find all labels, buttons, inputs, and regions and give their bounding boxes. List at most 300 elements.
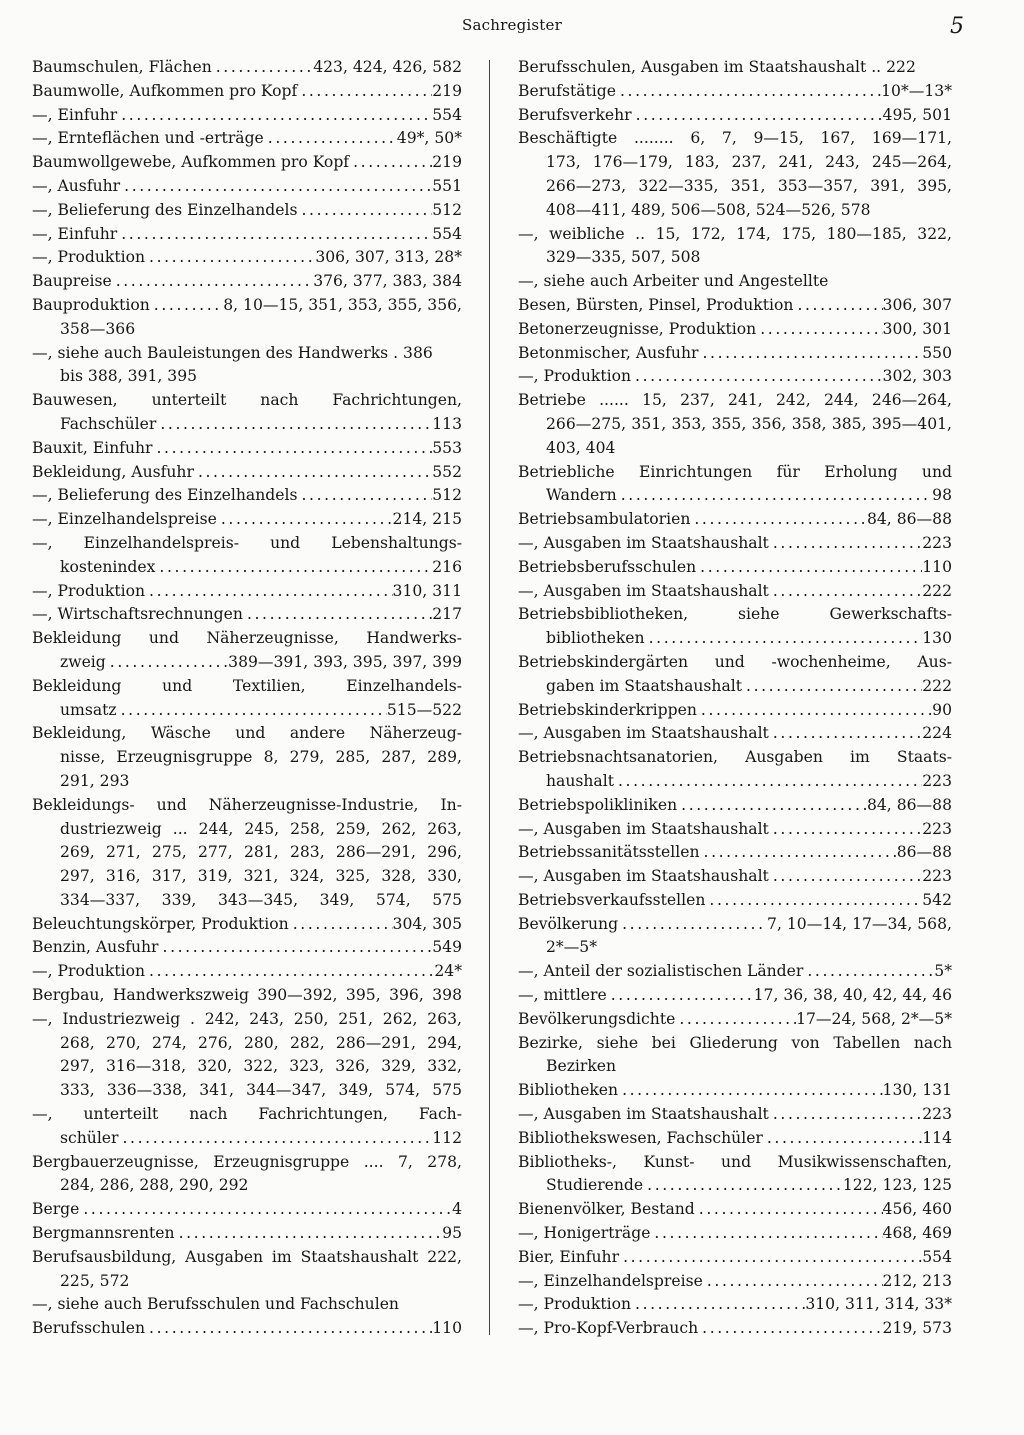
- entry-heading: —, Wirtschaftsrechnungen: [32, 605, 243, 624]
- dot-leader: [698, 342, 922, 366]
- index-entry-line: [32, 1293, 462, 1317]
- dot-leader: [155, 556, 432, 580]
- entry-heading: Baupreise: [32, 272, 112, 291]
- entry-heading: 408—411, 489, 506—508, 524—526, 578: [546, 200, 871, 219]
- entry-heading: Bienenvölker, Bestand: [518, 1200, 695, 1219]
- page-references: 219: [432, 153, 462, 172]
- dot-leader: [264, 127, 397, 151]
- entry-heading: Betriebssanitätsstellen: [518, 843, 700, 862]
- entry-heading: Bier, Einfuhr: [518, 1247, 620, 1266]
- dot-leader: [697, 699, 932, 723]
- dot-leader: [289, 913, 393, 937]
- entry-heading: Berge: [32, 1200, 80, 1219]
- page-references: 5*: [934, 962, 952, 981]
- page-references: 223: [922, 867, 952, 886]
- dot-leader: [212, 56, 313, 80]
- index-entry-line: [32, 627, 462, 651]
- index-entry-line: [32, 865, 462, 889]
- entry-heading: Bekleidung und Näherzeugnisse, Handwerks-: [32, 629, 462, 648]
- dot-leader: [645, 627, 923, 651]
- dot-leader: [696, 556, 922, 580]
- entry-heading: 297, 316, 317, 319, 321, 324, 325, 328, 330,: [60, 867, 462, 886]
- index-entry-line: [518, 627, 952, 651]
- column-divider: [489, 60, 490, 1335]
- index-entry-line: [32, 603, 462, 627]
- dot-leader: [120, 175, 432, 199]
- index-entry-line: [518, 1079, 952, 1103]
- entry-heading: —, Honigerträge: [518, 1224, 651, 1243]
- page-references: 456, 460: [882, 1200, 952, 1219]
- entry-heading: Bauproduktion: [32, 295, 150, 314]
- page-references: 95: [442, 1224, 462, 1243]
- entry-heading: Bergbauerzeugnisse, Erzeugnisgruppe .... 7, 278,: [32, 1152, 462, 1171]
- page-references: 84, 86—88: [866, 795, 952, 814]
- dot-leader: [803, 960, 934, 984]
- entry-heading: Berufsausbildung, Ausgaben im Staatshaushalt 222,: [32, 1247, 462, 1266]
- page-number: 5: [950, 14, 964, 39]
- entry-heading: Beschäftigte ........ 6, 7, 9—15, 167, 169—171,: [518, 129, 952, 148]
- index-entry-line: [32, 1317, 462, 1341]
- index-entry-line: [518, 699, 952, 723]
- dot-leader: [769, 865, 922, 889]
- entry-heading: Bekleidung und Textilien, Einzelhandels-: [32, 676, 462, 695]
- dot-leader: [112, 270, 314, 294]
- index-entry-line: [32, 437, 462, 461]
- page-references: 130, 131: [882, 1081, 952, 1100]
- index-entry-line: [518, 1127, 952, 1151]
- index-entry-line: [32, 746, 462, 770]
- dot-leader: [703, 1270, 883, 1294]
- page-references: 219: [432, 81, 462, 100]
- page-references: 554: [432, 105, 462, 124]
- entry-heading: gaben im Staatshaushalt: [546, 676, 743, 695]
- page-references: 84, 86—88: [866, 510, 952, 529]
- index-entry-line: [518, 675, 952, 699]
- entry-heading: Bauxit, Einfuhr: [32, 438, 153, 457]
- page-references: 553: [432, 438, 462, 457]
- index-entry-line: [518, 603, 952, 627]
- dot-leader: [145, 580, 393, 604]
- entry-heading: Betriebspolikliniken: [518, 795, 678, 814]
- page-references: 130: [922, 629, 952, 648]
- entry-heading: Benzin, Ausfuhr: [32, 938, 159, 957]
- index-entry-line: [32, 651, 462, 675]
- dot-leader: [297, 80, 432, 104]
- index-entry-line: [518, 580, 952, 604]
- dot-leader: [150, 294, 223, 318]
- index-entry-line: [32, 294, 462, 318]
- index-entry-line: [32, 984, 462, 1008]
- entry-heading: dustriezweig ... 244, 245, 258, 259, 262, 263,: [60, 819, 462, 838]
- entry-heading: —, Produktion: [518, 1295, 632, 1314]
- entry-heading: Wandern: [546, 486, 617, 505]
- index-entry-line: [518, 437, 952, 461]
- entry-heading: 266—273, 322—335, 351, 353—357, 391, 395,: [546, 176, 952, 195]
- entry-heading: —, Anteil der sozialistischen Länder: [518, 962, 804, 981]
- entry-heading: Betriebsverkaufsstellen: [518, 890, 706, 909]
- entry-heading: —, Ausgaben im Staatshaushalt: [518, 867, 769, 886]
- dot-leader: [145, 960, 434, 984]
- index-entry-line: [518, 1317, 952, 1341]
- index-entry-line: [518, 532, 952, 556]
- index-entry-line: [518, 294, 952, 318]
- entry-heading: Bibliothekswesen, Fachschüler: [518, 1128, 763, 1147]
- page-references: 90: [932, 700, 952, 719]
- index-entry-line: [32, 580, 462, 604]
- page-references: 302, 303: [882, 367, 952, 386]
- dot-leader: [769, 532, 922, 556]
- index-entry-line: [32, 675, 462, 699]
- entry-heading: —, Einzelhandelspreise: [518, 1271, 703, 1290]
- dot-leader: [156, 413, 432, 437]
- entry-heading: Berufstätige: [518, 81, 616, 100]
- page-references: 423, 424, 426, 582: [313, 58, 462, 76]
- dot-leader: [769, 1103, 922, 1127]
- entry-heading: Bibliotheken: [518, 1081, 619, 1100]
- dot-leader: [117, 104, 432, 128]
- entry-heading: Fachschüler: [60, 414, 157, 433]
- entry-heading: 329—335, 507, 508: [546, 248, 701, 267]
- index-entry-line: [518, 1246, 952, 1270]
- dot-leader: [79, 1198, 452, 1222]
- index-entry-line: [32, 151, 462, 175]
- index-entry-line: [518, 1032, 952, 1056]
- page-references: 549: [432, 938, 462, 957]
- dot-leader: [243, 603, 432, 627]
- entry-heading: Bergbau, Handwerkszweig 390—392, 395, 396, 398: [32, 986, 462, 1005]
- entry-heading: —, Produktion: [518, 367, 632, 386]
- index-entry-line: [32, 1008, 462, 1032]
- page-references: 468, 469: [882, 1224, 952, 1243]
- index-entry-line: [518, 1151, 952, 1175]
- index-entry-line: [518, 1293, 952, 1317]
- dot-leader: [117, 223, 432, 247]
- entry-heading: Bekleidung, Ausfuhr: [32, 462, 194, 481]
- page-references: 113: [432, 414, 462, 433]
- entry-heading: 269, 271, 275, 277, 281, 283, 286—291, 296,: [60, 843, 462, 862]
- entry-heading: —, Belieferung des Einzelhandels: [32, 486, 298, 505]
- index-entry-line: [518, 984, 952, 1008]
- page-references: 512: [432, 486, 462, 505]
- index-entry-line: [518, 175, 952, 199]
- entry-heading: Baumschulen, Flächen: [32, 58, 212, 76]
- entry-heading: —, Industriezweig . 242, 243, 250, 251, 262, 263,: [32, 1009, 462, 1028]
- entry-heading: —, siehe auch Berufsschulen und Fachschulen: [32, 1295, 399, 1314]
- dot-leader: [175, 1222, 443, 1246]
- index-entry-line: [518, 1103, 952, 1127]
- index-entry-line: [32, 936, 462, 960]
- dot-leader: [619, 1246, 922, 1270]
- dot-leader: [756, 318, 882, 342]
- dot-leader: [153, 437, 433, 461]
- page-references: 4: [452, 1200, 462, 1219]
- dot-leader: [698, 1317, 882, 1341]
- index-entry-line: [518, 318, 952, 342]
- index-entry-line: [518, 1174, 952, 1198]
- entry-heading: zweig: [60, 652, 106, 671]
- page-references: 122, 123, 125: [842, 1176, 952, 1195]
- dot-leader: [677, 794, 867, 818]
- index-entry-line: [518, 889, 952, 913]
- index-entry-line: [32, 484, 462, 508]
- index-entry-line: [518, 651, 952, 675]
- entry-heading: Betonmischer, Ausfuhr: [518, 343, 699, 362]
- entry-heading: —, Ausgaben im Staatshaushalt: [518, 581, 769, 600]
- index-entry-line: [32, 342, 462, 366]
- index-entry-line: [32, 699, 462, 723]
- page-references: 24*: [434, 962, 462, 981]
- index-entry-line: [32, 223, 462, 247]
- index-entry-line: [518, 770, 952, 794]
- entry-heading: —, Ausgaben im Staatshaushalt: [518, 819, 769, 838]
- entry-heading: —, Ausgaben im Staatshaushalt: [518, 533, 769, 552]
- right-index-column: [518, 56, 952, 1341]
- entry-heading: 291, 293: [60, 771, 130, 790]
- index-entry-line: [32, 508, 462, 532]
- page-references: 310, 311: [392, 581, 462, 600]
- dot-leader: [117, 699, 387, 723]
- index-entry-line: [32, 532, 462, 556]
- entry-heading: Bevölkerung: [518, 914, 619, 933]
- page-references: 222: [922, 581, 952, 600]
- index-entry-line: [32, 365, 462, 389]
- index-entry-line: [32, 461, 462, 485]
- entry-heading: 333, 336—338, 341, 344—347, 349, 574, 575: [60, 1081, 462, 1100]
- page-references: 224: [922, 724, 952, 743]
- dot-leader: [119, 1127, 433, 1151]
- page-references: 554: [432, 224, 462, 243]
- index-entry-line: [518, 1198, 952, 1222]
- entry-heading: Bevölkerungsdichte: [518, 1009, 676, 1028]
- index-entry-line: [32, 127, 462, 151]
- index-entry-line: [518, 389, 952, 413]
- dot-leader: [695, 1198, 883, 1222]
- index-entry-line: [518, 818, 952, 842]
- dot-leader: [700, 841, 897, 865]
- index-entry-line: [32, 1103, 462, 1127]
- index-entry-line: [32, 318, 462, 342]
- index-entry-line: [518, 199, 952, 223]
- entry-heading: schüler: [60, 1128, 119, 1147]
- index-entry-line: [518, 556, 952, 580]
- index-entry-line: [518, 413, 952, 437]
- entry-heading: —, mittlere: [518, 986, 607, 1005]
- page-references: 49*, 50*: [396, 129, 462, 148]
- page-references: 512: [432, 200, 462, 219]
- entry-heading: 358—366: [60, 319, 136, 338]
- entry-heading: Betriebsambulatorien: [518, 510, 691, 529]
- entry-heading: —, Ernteflächen und -erträge: [32, 129, 264, 148]
- index-entry-line: [32, 1198, 462, 1222]
- index-entry-line: [518, 484, 952, 508]
- entry-heading: Baumwollgewebe, Aufkommen pro Kopf: [32, 153, 350, 172]
- index-entry-line: [32, 1079, 462, 1103]
- dot-leader: [297, 199, 432, 223]
- entry-heading: —, Ausgaben im Staatshaushalt: [518, 1105, 769, 1124]
- index-entry-line: [518, 913, 952, 937]
- dot-leader: [145, 1317, 432, 1341]
- index-entry-line: [518, 104, 952, 128]
- page-references: 306, 307: [882, 295, 952, 314]
- entry-heading: Betriebsnachtsanatorien, Ausgaben im Staats-: [518, 748, 952, 767]
- index-entry-line: [518, 841, 952, 865]
- left-index-column: [32, 56, 462, 1341]
- index-entry-line: [32, 56, 462, 80]
- entry-heading: —, Einzelhandelspreise: [32, 510, 217, 529]
- page-references: 212, 213: [882, 1271, 952, 1290]
- page-references: 98: [932, 486, 952, 505]
- page-references: 223: [922, 533, 952, 552]
- dot-leader: [145, 246, 315, 270]
- entry-heading: nisse, Erzeugnisgruppe 8, 279, 285, 287, 289,: [60, 748, 462, 767]
- index-entry-line: [32, 389, 462, 413]
- page-references: 222: [922, 676, 952, 695]
- dot-leader: [618, 913, 767, 937]
- index-entry-line: [32, 1151, 462, 1175]
- entry-heading: —, Produktion: [32, 581, 146, 600]
- dot-leader: [690, 508, 867, 532]
- page-references: 216: [432, 557, 462, 576]
- dot-leader: [742, 675, 922, 699]
- dot-leader: [793, 294, 882, 318]
- index-entry-line: [32, 556, 462, 580]
- page-references: 17, 36, 38, 40, 42, 44, 46: [753, 986, 952, 1005]
- entry-heading: Bekleidungs- und Näherzeugnisse-Industrie, In-: [32, 795, 462, 814]
- dot-leader: [631, 1293, 805, 1317]
- dot-leader: [675, 1008, 796, 1032]
- page-references: 304, 305: [392, 914, 462, 933]
- dot-leader: [297, 484, 432, 508]
- dot-leader: [349, 151, 432, 175]
- entry-heading: —, Pro-Kopf-Verbrauch: [518, 1319, 699, 1338]
- index-entry-line: [518, 960, 952, 984]
- page-references: 17—24, 568, 2*—5*: [796, 1009, 952, 1028]
- index-entry-line: [32, 1246, 462, 1270]
- entry-heading: —, Produktion: [32, 962, 146, 981]
- dot-leader: [607, 984, 754, 1008]
- page-references: 310, 311, 314, 33*: [805, 1295, 952, 1314]
- index-entry-line: [32, 1055, 462, 1079]
- entry-heading: Besen, Bürsten, Pinsel, Produktion: [518, 295, 794, 314]
- index-entry-line: [32, 841, 462, 865]
- dot-leader: [631, 365, 883, 389]
- dot-leader: [763, 1127, 922, 1151]
- index-entry-line: [518, 270, 952, 294]
- index-entry-line: [32, 960, 462, 984]
- entry-heading: Betriebe ...... 15, 237, 241, 242, 244, 246—264,: [518, 391, 952, 410]
- entry-heading: Bauwesen, unterteilt nach Fachrichtungen,: [32, 391, 462, 410]
- entry-heading: 266—275, 351, 353, 355, 356, 358, 385, 395—401,: [546, 414, 952, 433]
- page-references: 300, 301: [882, 319, 952, 338]
- index-entry-line: [32, 1032, 462, 1056]
- entry-heading: —, Einfuhr: [32, 105, 118, 124]
- index-entry-line: [32, 1127, 462, 1151]
- index-entry-line: [518, 223, 952, 247]
- dot-leader: [650, 1222, 882, 1246]
- page-references: 223: [922, 1105, 952, 1124]
- dot-leader: [769, 818, 922, 842]
- entry-heading: Betriebskindergärten und -wochenheime, Aus-: [518, 652, 952, 671]
- index-entry-line: [518, 1008, 952, 1032]
- dot-leader: [618, 1079, 882, 1103]
- index-entry-line: [32, 913, 462, 937]
- dot-leader: [616, 80, 881, 104]
- dot-leader: [769, 722, 922, 746]
- index-entry-line: [518, 342, 952, 366]
- page-references: 223: [922, 771, 952, 790]
- dot-leader: [217, 508, 393, 532]
- dot-leader: [705, 889, 922, 913]
- page-references: 551: [432, 176, 462, 195]
- index-entry-line: [32, 246, 462, 270]
- entry-heading: Betonerzeugnisse, Produktion: [518, 319, 757, 338]
- index-entry-line: [32, 770, 462, 794]
- page-references: 110: [432, 1319, 462, 1338]
- page-references: 112: [432, 1128, 462, 1147]
- dot-leader: [106, 651, 228, 675]
- entry-heading: 284, 286, 288, 290, 292: [60, 1176, 249, 1195]
- page-references: 219, 573: [882, 1319, 952, 1338]
- index-entry-line: [32, 818, 462, 842]
- entry-heading: —, Einzelhandelspreis- und Lebenshaltungs-: [32, 533, 462, 552]
- index-entry-line: [518, 461, 952, 485]
- index-entry-line: [518, 1270, 952, 1294]
- index-entry-line: [518, 508, 952, 532]
- dot-leader: [159, 936, 433, 960]
- index-entry-line: [32, 270, 462, 294]
- entry-heading: Bergmannsrenten: [32, 1224, 175, 1243]
- page-references: 214, 215: [392, 510, 462, 529]
- page-references: 7, 10—14, 17—34, 568,: [767, 914, 952, 933]
- index-entry-line: [32, 722, 462, 746]
- entry-heading: bis 388, 391, 395: [60, 367, 198, 386]
- page-references: 495, 501: [882, 105, 952, 124]
- dot-leader: [632, 104, 883, 128]
- entry-heading: Betriebskinderkrippen: [518, 700, 697, 719]
- dot-leader: [194, 461, 432, 485]
- entry-heading: 297, 316—318, 320, 322, 323, 326, 329, 332,: [60, 1057, 462, 1076]
- page-references: 389—391, 393, 395, 397, 399: [228, 652, 462, 671]
- page-references: 8, 10—15, 351, 353, 355, 356,: [223, 295, 462, 314]
- dot-leader: [769, 580, 922, 604]
- entry-heading: —, siehe auch Bauleistungen des Handwerks . 386: [32, 343, 433, 362]
- index-entry-line: [518, 936, 952, 960]
- index-entry-line: [32, 175, 462, 199]
- index-entry-line: [32, 80, 462, 104]
- entry-heading: Studierende: [546, 1176, 644, 1195]
- entry-heading: Bezirken: [546, 1057, 617, 1076]
- index-entry-line: [518, 127, 952, 151]
- entry-heading: —, Produktion: [32, 248, 146, 267]
- index-entry-line: [32, 794, 462, 818]
- entry-heading: Betriebsberufsschulen: [518, 557, 697, 576]
- entry-heading: —, weibliche .. 15, 172, 174, 175, 180—185, 322,: [518, 224, 952, 243]
- page-references: 550: [922, 343, 952, 362]
- page-references: 542: [922, 890, 952, 909]
- page-references: 306, 307, 313, 28*: [315, 248, 462, 267]
- entry-heading: umsatz: [60, 700, 117, 719]
- page-references: 223: [922, 819, 952, 838]
- entry-heading: 334—337, 339, 343—345, 349, 574, 575: [60, 890, 462, 909]
- dot-leader: [617, 484, 932, 508]
- index-entry-line: [518, 80, 952, 104]
- page-references: 554: [922, 1247, 952, 1266]
- entry-heading: kostenindex: [60, 557, 156, 576]
- entry-heading: —, Ausfuhr: [32, 176, 121, 195]
- page-references: 114: [922, 1128, 952, 1147]
- entry-heading: Berufsschulen, Ausgaben im Staatshaushalt .. 222: [518, 58, 916, 76]
- entry-heading: —, Ausgaben im Staatshaushalt: [518, 724, 769, 743]
